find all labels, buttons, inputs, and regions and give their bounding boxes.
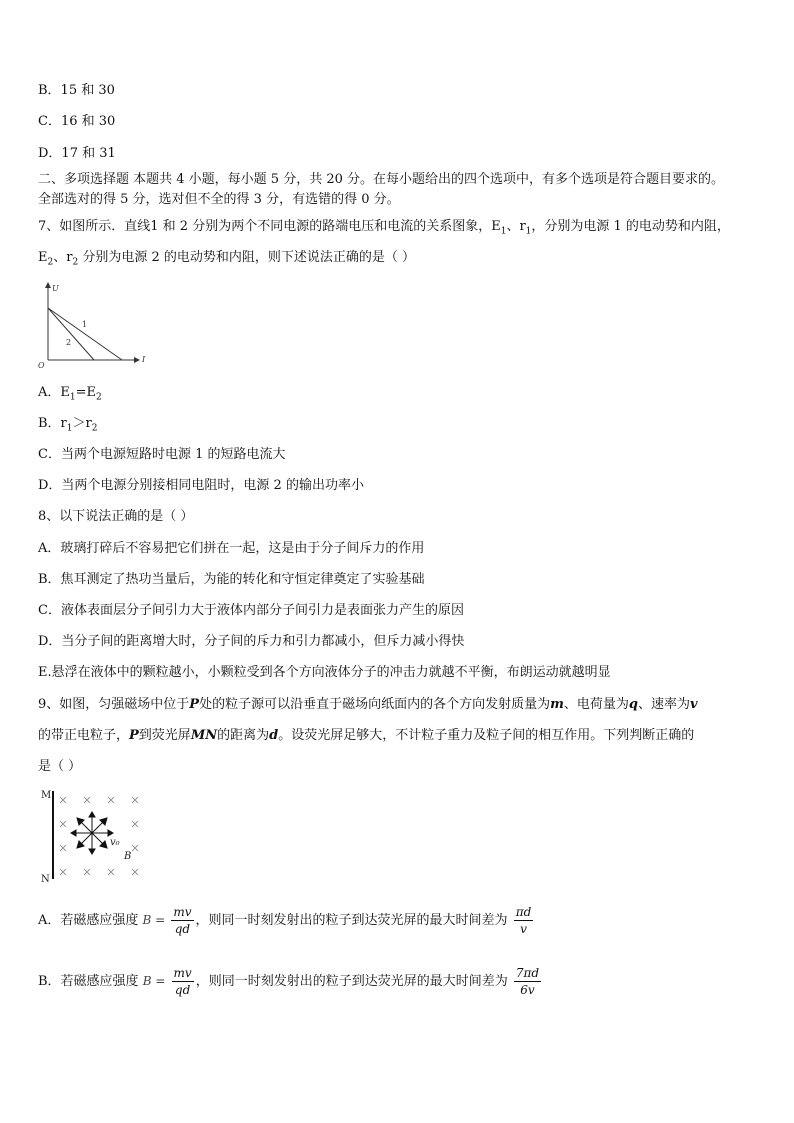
screen-label-n: N <box>41 874 50 885</box>
q8-option-a: A．玻璃打碎后不容易把它们拼在一起，这是由于分子间斥力的作用 <box>38 541 425 556</box>
fraction-mv-qd: $\frac{mv}{qd}$ <box>173 966 192 997</box>
origin-label: O <box>38 361 45 370</box>
section2-instructions-line2: 全部选对的得 5 分，选对但不全的得 3 分，有选错的得 0 分。 <box>38 192 400 207</box>
line-label-2: 2 <box>66 338 72 347</box>
fraction-answer-b: $\frac{7\pi d}{6v}$ <box>515 966 540 997</box>
q7-ui-graph <box>36 280 148 370</box>
q6-option-b: B．15 和 30 <box>38 83 115 98</box>
graph-line-1 <box>48 308 122 360</box>
velocity-label: v₀ <box>110 837 120 848</box>
q8-option-c: C．液体表面层分子间引力大于液体内部分子间引力是表面张力产生的原因 <box>38 603 464 618</box>
fraction-mv-qd: $\frac{mv}{qd}$ <box>173 905 192 936</box>
screen-label-m: M <box>41 790 52 801</box>
q8-stem: 8、以下说法正确的是（ ） <box>38 509 194 524</box>
velocity-arrows <box>71 812 113 854</box>
q7-option-b: B．$r_1>r_2$ <box>38 416 98 434</box>
q9-stem-line3: 是（ ） <box>38 759 82 774</box>
q9-stem-line2: 的带正电粒子，P到荧光屏MN的距离为d。设荧光屏足够大，不计粒子重力及粒子间的相互作用。下列判断正确的 <box>38 728 695 743</box>
q6-option-d: D．17 和 31 <box>38 146 116 161</box>
section2-instructions-line1: 二、多项选择题 本题共 4 小题，每小题 5 分，共 20 分。在每小题给出的四个选项中，有多个选项是符合题目要求的。 <box>38 172 725 187</box>
field-label-b: B <box>124 851 132 862</box>
fraction-answer-a: $\frac{\pi d}{v}$ <box>515 905 532 936</box>
y-axis-arrow <box>45 282 51 288</box>
q9-magnetic-field-figure <box>40 785 155 885</box>
q6-option-c: C．16 和 30 <box>38 114 116 129</box>
q7-option-a: A．$E_1=E_2$ <box>38 385 102 403</box>
y-axis-label: U <box>52 284 59 293</box>
q7-stem-line1: 7、如图所示．直线1 和 2 分别为两个不同电源的路端电压和电流的关系图象，$E_1$、$r_1$，分别为电源 1 的电动势和内阻， <box>38 219 730 237</box>
graph-line-2 <box>48 308 94 360</box>
q9-option-a: A．若磁感应强度 B = $\frac{mv}{qd}$ ，则同一时刻发射出的粒子到达荧光屏的最大时间差为 $\frac{\pi d}{v}$ <box>38 905 532 936</box>
q8-option-b: B．焦耳测定了热功当量后，为能的转化和守恒定律奠定了实验基础 <box>38 572 425 587</box>
q8-option-e: E.悬浮在液体中的颗粒越小，小颗粒受到各个方向液体分子的冲击力就越不平衡，布朗运动就越明显 <box>38 665 611 680</box>
q7-option-c: C．当两个电源短路时电源 1 的短路电流大 <box>38 447 286 462</box>
q8-option-d: D．当分子间的距离增大时，分子间的斥力和引力都减小，但斥力减小得快 <box>38 634 465 649</box>
q7-option-d: D．当两个电源分别接相同电阻时，电源 2 的输出功率小 <box>38 478 364 493</box>
line-label-1: 1 <box>82 320 88 329</box>
q7-stem-line2: $E_2$、$r_2$ 分别为电源 2 的电动势和内阻，则下述说法正确的是（ ） <box>38 250 415 268</box>
x-axis-arrow <box>134 357 140 363</box>
q9-stem-line1: 9、如图，匀强磁场中位于P处的粒子源可以沿垂直于磁场向纸面内的各个方向发射质量为m、电荷量为q、速率为v <box>38 697 698 712</box>
x-axis-label: I <box>142 355 146 364</box>
field-cross-marks <box>60 797 138 875</box>
q9-option-b: B．若磁感应强度 B = $\frac{mv}{qd}$ ，则同一时刻发射出的粒子到达荧光屏的最大时间差为 $\frac{7\pi d}{6v}$ <box>38 966 540 997</box>
